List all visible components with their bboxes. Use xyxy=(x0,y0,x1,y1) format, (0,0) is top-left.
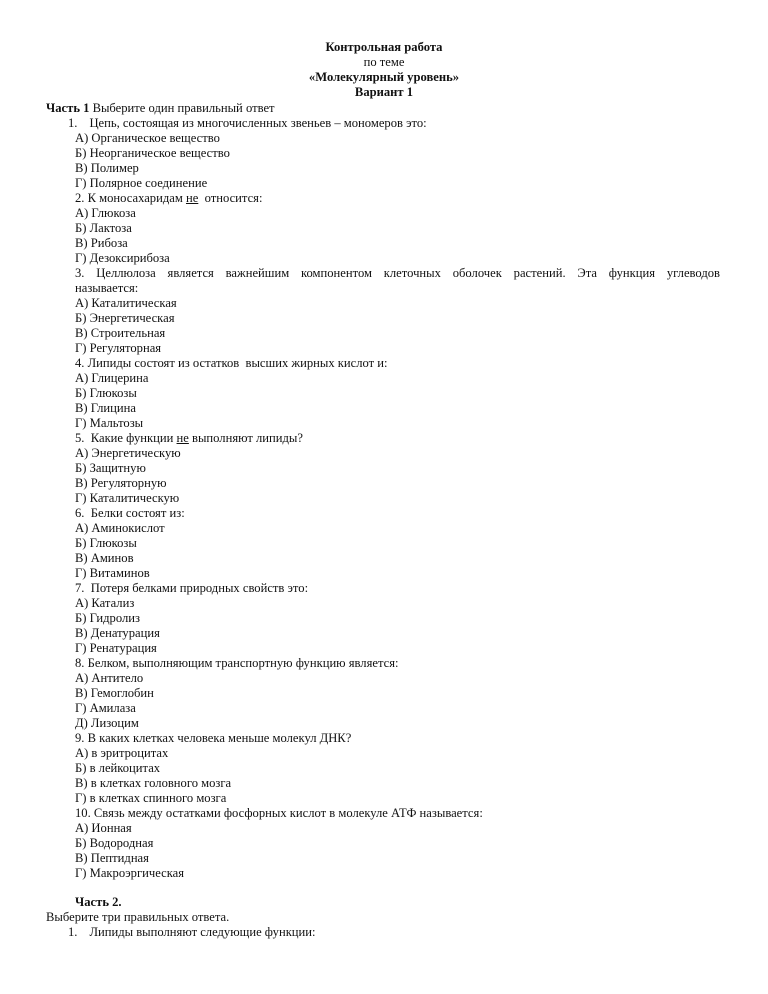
question-text-end: выполняют липиды? xyxy=(188,431,303,445)
answer-option: А) Антитело xyxy=(75,671,144,685)
answer-option: Б) Неорганическое вещество xyxy=(75,146,230,160)
answer-option: Б) Глюкозы xyxy=(75,536,137,550)
question-text: Цепь, состоящая из многочисленных звеньев – мономеров это: xyxy=(89,116,427,130)
answer-option: Г) Амилаза xyxy=(75,701,136,715)
answer-option: В) Денатурация xyxy=(75,626,160,640)
answer-option: В) Пептидная xyxy=(75,851,149,865)
question-10: 10. Связь между остатками фосфорных кислот в молекуле АТФ называется: xyxy=(75,806,483,820)
question-text-end: относится: xyxy=(198,191,263,205)
answer-option: А) Энергетическую xyxy=(75,446,181,460)
question-3-line2: называется: xyxy=(75,281,139,295)
answer-option: Б) в лейкоцитах xyxy=(75,761,161,775)
document-header xyxy=(0,40,768,100)
question-text: 5. Какие функции xyxy=(75,431,177,445)
document-topic: «Молекулярный уровень» xyxy=(308,70,460,84)
question-5 xyxy=(75,431,303,446)
answer-option: А) Ионная xyxy=(75,821,132,835)
question-9: 9. В каких клетках человека меньше молекул ДНК? xyxy=(75,731,352,745)
answer-option: Д) Лизоцим xyxy=(75,716,139,730)
answer-option: А) Глюкоза xyxy=(75,206,136,220)
answer-option: В) в клетках головного мозга xyxy=(75,776,232,790)
part1-instruction: Выберите один правильный ответ xyxy=(89,101,275,115)
answer-option: Г) Ренатурация xyxy=(75,641,157,655)
answer-option: Г) Мальтозы xyxy=(75,416,144,430)
answer-option: Б) Лактоза xyxy=(75,221,132,235)
answer-option: Г) Витаминов xyxy=(75,566,150,580)
part2-question-1 xyxy=(68,925,316,940)
question-text: Липиды выполняют следующие функции: xyxy=(89,925,316,939)
document-title: Контрольная работа xyxy=(325,40,443,54)
part2-label: Часть 2. xyxy=(75,895,122,909)
question-number: 1. xyxy=(68,116,78,130)
question-text: 2. К моносахаридам xyxy=(75,191,186,205)
answer-option: А) Органическое вещество xyxy=(75,131,220,145)
part1-heading xyxy=(46,101,275,116)
answer-option: Г) Полярное соединение xyxy=(75,176,208,190)
answer-option: А) Глицерина xyxy=(75,371,149,385)
question-2 xyxy=(75,191,262,206)
question-3-line1: 3. Целлюлоза является важнейшим компонентом клеточных оболочек растений. Эта функция углеводов xyxy=(75,266,720,280)
question-7: 7. Потеря белками природных свойств это: xyxy=(75,581,309,595)
answer-option: А) Каталитическая xyxy=(75,296,177,310)
answer-option: А) в эритроцитах xyxy=(75,746,169,760)
answer-option: В) Гемоглобин xyxy=(75,686,154,700)
answer-option: Г) Дезоксирибоза xyxy=(75,251,170,265)
answer-option: В) Рибоза xyxy=(75,236,128,250)
answer-option: Б) Водородная xyxy=(75,836,154,850)
question-number: 1. xyxy=(68,925,78,939)
answer-option: В) Полимер xyxy=(75,161,139,175)
answer-option: В) Регуляторную xyxy=(75,476,167,490)
answer-option: Г) в клетках спинного мозга xyxy=(75,791,227,805)
emphasis-not: не xyxy=(185,191,199,205)
question-4: 4. Липиды состоят из остатков высших жирных кислот и: xyxy=(75,356,388,370)
part2-instruction: Выберите три правильных ответа. xyxy=(46,910,230,924)
answer-option: Г) Каталитическую xyxy=(75,491,180,505)
answer-option: А) Катализ xyxy=(75,596,135,610)
question-6: 6. Белки состоят из: xyxy=(75,506,185,520)
answer-option: В) Глицина xyxy=(75,401,136,415)
answer-option: Б) Энергетическая xyxy=(75,311,175,325)
part1-label: Часть 1 xyxy=(46,101,90,115)
answer-option: Г) Регуляторная xyxy=(75,341,162,355)
document-variant: Вариант 1 xyxy=(354,85,414,99)
answer-option: А) Аминокислот xyxy=(75,521,165,535)
document-subtitle: по теме xyxy=(363,55,405,69)
answer-option: Г) Макроэргическая xyxy=(75,866,185,880)
emphasis-not: не xyxy=(176,431,189,445)
answer-option: В) Аминов xyxy=(75,551,134,565)
answer-option: В) Строительная xyxy=(75,326,166,340)
answer-option: Б) Гидролиз xyxy=(75,611,140,625)
answer-option: Б) Защитную xyxy=(75,461,146,475)
question-8: 8. Белком, выполняющим транспортную функцию является: xyxy=(75,656,399,670)
answer-option: Б) Глюкозы xyxy=(75,386,137,400)
question-1 xyxy=(68,116,427,131)
